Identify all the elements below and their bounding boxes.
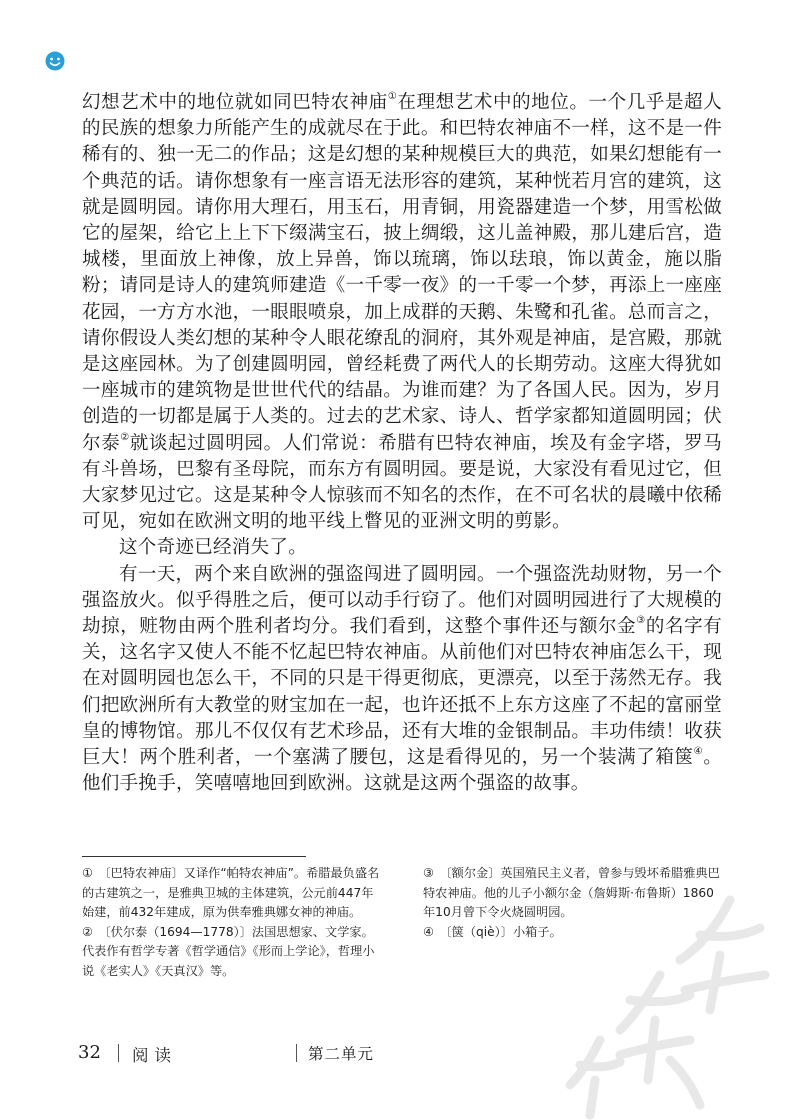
- paragraph-3: 有一天，两个来自欧洲的强盗闯进了圆明园。一个强盗洗劫财物，另一个强盗放火。似乎得胜之后，便可以动手行窃了。他们对圆明园进行了大规模的劫掠，赃物由两个胜利者均分。我们看到，这整个事件还与额尔金③的名字有关，这名字又使人不能不忆起巴特农神庙。从前他们对巴特农神庙怎么干，现在对圆明园也怎么干，不同的只是干得更彻底，更漂亮，以至于荡然无存。我们把欧洲所有大教堂的财宝加在一起，也许还抵不上东方这座了不起的富丽堂皇的博物馆。那儿不仅仅有艺术珍品，还有大堆的金银制品。丰功伟绩！收获巨大！两个胜利者，一个塞满了腰包，这是看得见的，另一个装满了箱箧④。他们手挽手，笑嘻嘻地回到欧洲。这就是这两个强盗的故事。: [82, 563, 722, 795]
- paragraph-2: 这个奇迹已经消失了。: [119, 537, 308, 559]
- footnotes: [82, 864, 722, 994]
- footnote-ref-1: ①: [387, 91, 398, 102]
- footnote-1: ① 〔巴特农神庙〕又译作“帕特农神庙”。希腊最负盛名的古建筑之一，是雅典卫城的主体建筑，公元前447年始建，前432年建成，原为供奉雅典娜女神的神庙。: [82, 866, 380, 919]
- smiley-face-icon: [44, 50, 66, 72]
- paragraph-1: 幻想艺术中的地位就如同巴特农神庙①在理想艺术中的地位。一个几乎是超人的民族的想象力所能产生的成就尽在于此。和巴特农神庙不一样，这不是一件稀有的、独一无二的作品；这是幻想的某种规模巨大的典范，如果幻想能有一个典范的话。请你想象有一座言语无法形容的建筑，某种恍若月宫的建筑，这就是圆明园。请你用大理石，用玉石，用青铜，用瓷器建造一个梦，用雪松做它的屋架，给它上上下下缀满宝石，披上绸缎，这儿盖神殿，那儿建后宫，造城楼，里面放上神像，放上异兽，饰以琉璃，饰以珐琅，饰以黄金，施以脂粉；请同是诗人的建筑师建造《一千零一夜》的一千零一个梦，再添上一座座花园，一方方水池，一眼眼喷泉，加上成群的天鹅、朱鹭和孔雀。总而言之，请你假设人类幻想的某种令人眼花缭乱的洞府，其外观是神庙，是宫殿，那就是这座园林。为了创建圆明园，曾经耗费了两代人的长期劳动。这座大得犹如一座城市的建筑物是世世代代的结晶。为谁而建？为了各国人民。因为，岁月创造的一切都是属于人类的。过去的艺术家、诗人、哲学家都知道圆明园；伏尔泰②就谈起过圆明园。人们常说：希腊有巴特农神庙，埃及有金字塔，罗马有斗兽场，巴黎有圣母院，而东方有圆明园。要是说，大家没有看见过它，但大家梦见过它。这是某种令人惊骇而不知名的杰作，在不可名状的晨曦中依稀可见，宛如在欧洲文明的地平线上瞥见的亚洲文明的剪影。: [82, 91, 722, 533]
- footnote-2: ② 〔伏尔泰（1694—1778）〕法国思想家、文学家。代表作有哲学专著《哲学通信》《形而上学论》，哲理小说《老实人》《天真汉》等。: [82, 924, 375, 978]
- footnote-4: ④ 〔箧（qiè）〕小箱子。: [423, 924, 562, 939]
- unit-name: 第二单元: [308, 1045, 375, 1063]
- footer-divider: [296, 1044, 297, 1062]
- page-number: 32: [78, 1042, 101, 1063]
- footnote-ref-2: ②: [120, 431, 130, 443]
- footnote-ref-4: ④: [693, 746, 704, 758]
- footnote-divider: [82, 856, 306, 857]
- section-name: 阅读: [132, 1046, 177, 1065]
- footnote-ref-3: ③: [636, 615, 646, 627]
- footnote-3: ③ 〔额尔金〕英国殖民主义者，曾参与毁坏希腊雅典巴特农神庙。他的儿子小额尔金（詹姆斯·布鲁斯）1860年10月曾下令火烧圆明园。: [423, 866, 720, 919]
- body-text: [82, 90, 722, 797]
- footer-divider: [118, 1044, 119, 1062]
